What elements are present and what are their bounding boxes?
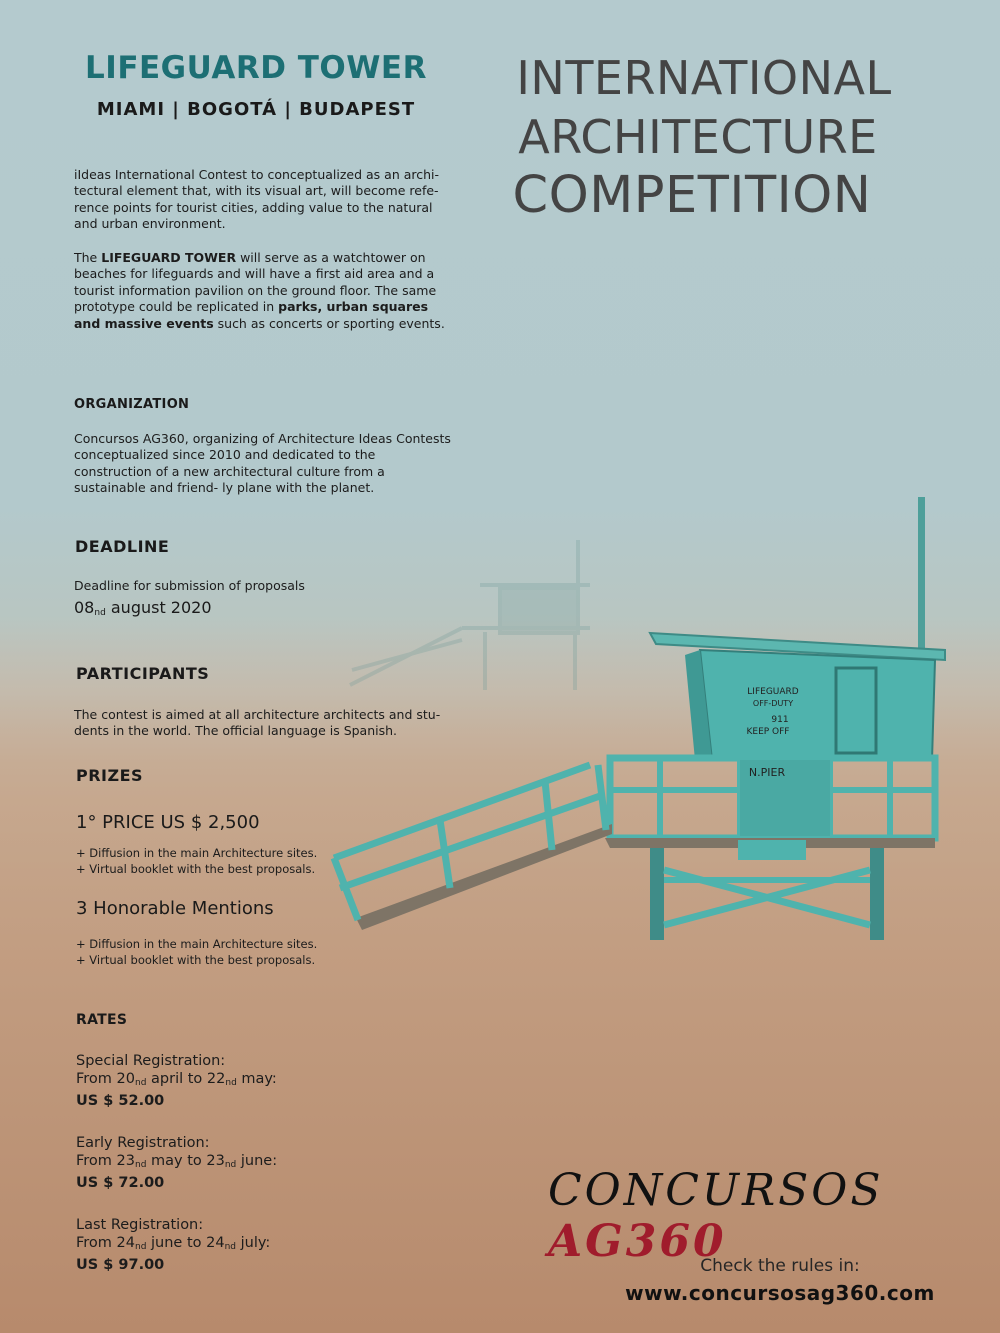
deadline-date: $08_{nd}$ august 2020: [74, 598, 212, 618]
check-rules-text: Check the rules in:: [700, 1256, 860, 1276]
rates-heading: RATES: [76, 1012, 128, 1028]
honorable-mentions: 3 Honorable Mentions: [76, 898, 274, 919]
prizes-heading: PRIZES: [76, 766, 144, 785]
headline-international: INTERNATIONAL: [516, 51, 892, 105]
tower-sign-3: 911: [771, 715, 789, 725]
headline-competition: COMPETITION: [512, 166, 872, 225]
organization-heading: ORGANIZATION: [74, 397, 190, 412]
headline-architecture: ARCHITECTURE: [518, 110, 878, 164]
honorable-item: + Diffusion in the main Architecture sites.: [76, 937, 318, 951]
participants-heading: PARTICIPANTS: [76, 664, 210, 683]
cities-line: MIAMI | BOGOTÁ | BUDAPEST: [96, 99, 416, 120]
tower-sign-4: KEEP OFF: [746, 727, 790, 737]
tower-sign-2: OFF-DUTY: [752, 699, 794, 708]
first-prize-item: + Diffusion in the main Architecture sites.: [76, 846, 318, 860]
website-link[interactable]: www.concursosag360.com: [625, 1281, 935, 1305]
rate-early: Early Registration: From $23_{nd}$ may to $23_{nd}$ june: US $ 72.00: [76, 1135, 278, 1191]
honorable-item: + Virtual booklet with the best proposals.: [76, 953, 316, 967]
tower-sign-1: LIFEGUARD: [747, 687, 799, 697]
first-prize-item: + Virtual booklet with the best proposals.: [76, 862, 316, 876]
contest-title: LIFEGUARD TOWER: [85, 50, 427, 86]
participants-text: The contest is aimed at all architecture architects and stu- dents in the world. The official language is Spanish.: [74, 707, 441, 739]
first-prize: 1° PRICE US $ 2,500: [76, 812, 260, 833]
rate-special: Special Registration: From $20_{nd}$ april to $22_{nd}$ may: US $ 52.00: [76, 1053, 277, 1109]
rate-last: Last Registration: From $24_{nd}$ june to $24_{nd}$ july: US $ 97.00: [76, 1217, 271, 1273]
intro-paragraph-1: iIdeas International Contest to conceptualized as an archi- tectural element that, with its visual art, will become refe- rence points for tourist cities, adding value to the natural and urban environment.: [74, 167, 440, 232]
tower-pier-sign: N.PIER: [748, 766, 786, 779]
deadline-heading: DEADLINE: [75, 537, 170, 556]
organization-text: Concursos AG360, organizing of Architecture Ideas Contests conceptualized since 2010 and dedicated to the construction of a new architectural culture from a sustainable and friend- ly plane with the planet.: [74, 431, 451, 496]
intro-paragraph-2: The LIFEGUARD TOWER will serve as a watchtower on beaches for lifeguards and will have a first aid area and a tourist information pavilion on the ground floor. The same prototype could be replicated in parks, urban squares and massive events such as concerts or sporting events.: [74, 250, 445, 331]
concursos-logo: CONCURSOS AG360: [548, 1165, 884, 1267]
deadline-label: Deadline for submission of proposals: [74, 578, 305, 593]
